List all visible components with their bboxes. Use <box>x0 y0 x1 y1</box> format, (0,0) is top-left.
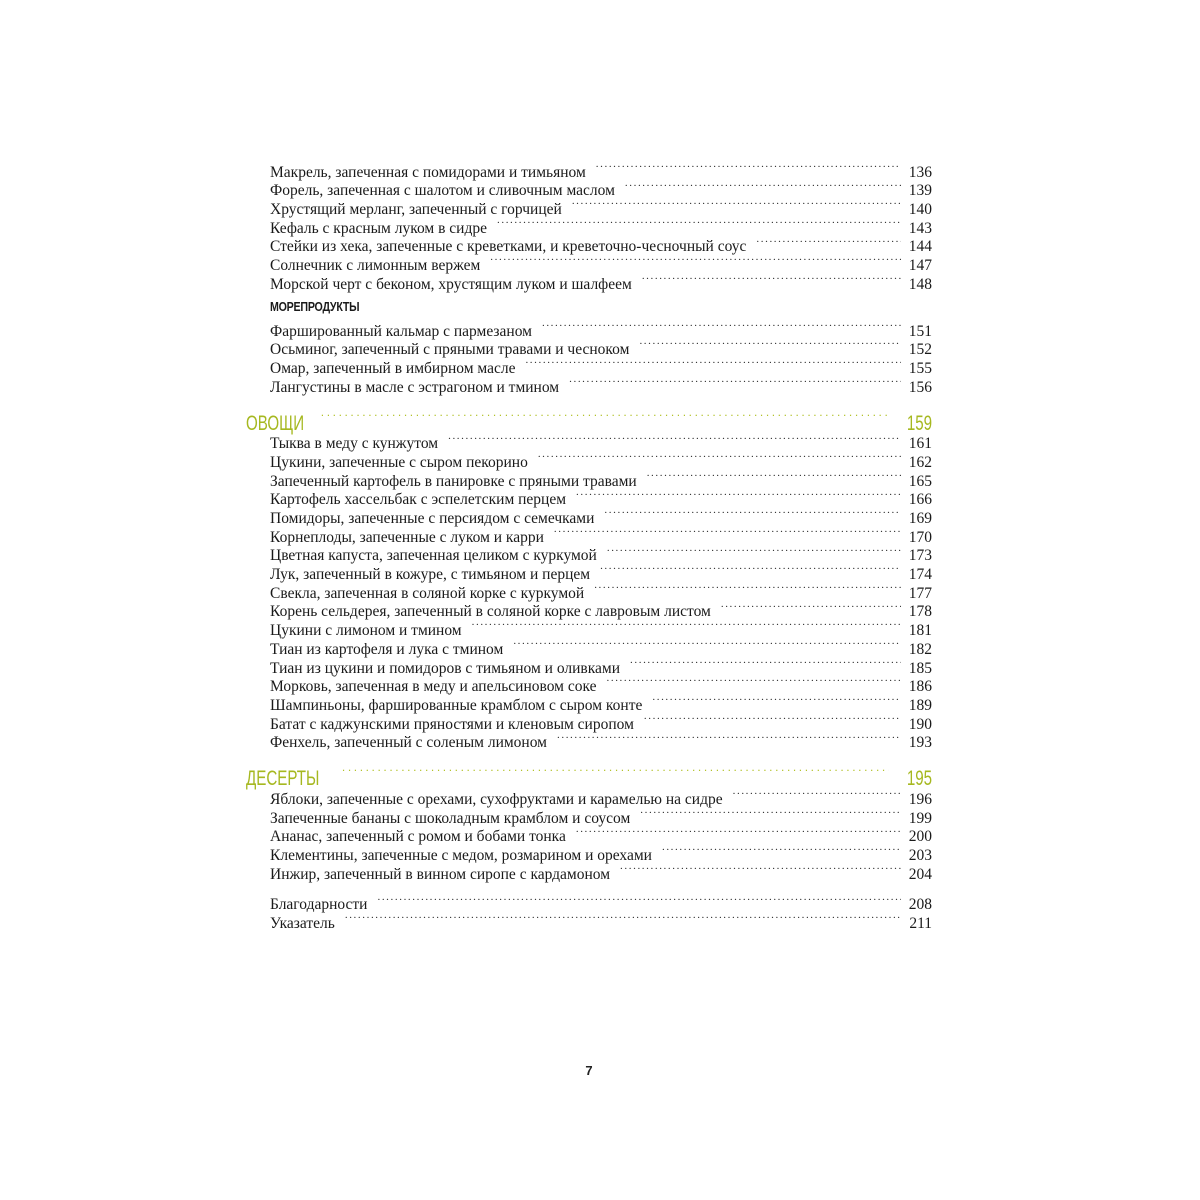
entry-title: Указатель <box>270 915 335 933</box>
entry-page: 136 <box>908 163 932 181</box>
dot-leader <box>525 354 900 373</box>
entry-page: 151 <box>908 322 932 340</box>
table-of-contents <box>246 158 932 933</box>
dot-leader <box>345 909 901 928</box>
section-desserts <box>246 759 932 791</box>
toc-entry <box>270 785 932 808</box>
entry-title: Фенхель, запеченный с соленым лимоном <box>270 734 547 752</box>
entry-title: Ананас, запеченный с ромом и бобами тонка <box>270 828 566 846</box>
entry-title: Лангустины в масле с эстрагоном и тмином <box>270 378 560 396</box>
dot-leader <box>594 579 901 598</box>
entry-page: 181 <box>908 622 932 640</box>
dot-leader <box>576 823 901 842</box>
entry-title: Запеченный картофель в панировке с пряными травами <box>270 472 637 490</box>
dot-leader <box>576 486 901 505</box>
entry-page: 178 <box>908 603 932 621</box>
entry-page: 182 <box>908 640 932 658</box>
dot-leader <box>472 616 901 635</box>
entry-title: Осьминог, запеченный с пряными травами и чесноком <box>270 341 630 359</box>
page-number: 7 <box>585 1063 593 1078</box>
toc-entry <box>270 891 932 914</box>
entry-title: Тыква в меду с кунжутом <box>270 435 439 453</box>
entry-title: Хрустящий мерланг, запеченный с горчицей <box>270 201 562 219</box>
entry-page: 166 <box>908 491 932 509</box>
entry-page: 204 <box>908 865 932 883</box>
seafood-heading: МОРЕПРОДУКТЫ <box>270 298 360 314</box>
entry-page: 139 <box>908 182 932 200</box>
entry-page: 152 <box>908 341 932 359</box>
dot-leader <box>557 729 901 748</box>
toc-entry <box>270 158 932 181</box>
entry-title: Морской черт с беконом, хрустящим луком и шалфеем <box>270 275 632 293</box>
entry-title: Омар, запеченный в имбирном масле <box>270 359 516 377</box>
dot-leader <box>596 158 901 177</box>
dot-leader <box>342 759 889 785</box>
entry-title: Морковь, запеченная в меду и апельсиновом соке <box>270 678 597 696</box>
dot-leader <box>640 804 900 823</box>
dot-leader <box>733 785 901 804</box>
entry-page: 156 <box>908 378 932 396</box>
entry-page: 186 <box>908 678 932 696</box>
entry-page: 177 <box>908 584 932 602</box>
dot-leader <box>554 523 901 542</box>
entry-page: 196 <box>908 790 932 808</box>
dot-leader <box>625 177 901 196</box>
entry-title: Яблоки, запеченные с орехами, сухофруктами и карамелью на сидре <box>270 790 723 808</box>
entry-title: Запеченные бананы с шоколадным крамблом и соусом <box>270 809 631 827</box>
toc-entry <box>270 909 932 933</box>
entry-page: 203 <box>908 847 932 864</box>
entry-title: Корнеплоды, запеченные с луком и карри <box>270 528 544 546</box>
dot-leader <box>662 841 901 860</box>
entry-page: 211 <box>909 915 932 933</box>
dot-leader <box>607 673 901 692</box>
entry-title: Свекла, запеченная в соляной корке с куркумой <box>270 584 585 602</box>
section-vegetables <box>246 404 932 435</box>
entry-title: Благодарности <box>270 896 368 914</box>
dot-leader <box>600 560 901 579</box>
entry-title: Форель, запеченная с шалотом и сливочным маслом <box>270 182 615 200</box>
section-title: ОВОЩИ <box>246 411 305 435</box>
dot-leader <box>647 467 901 486</box>
entry-page: 170 <box>908 528 932 546</box>
toc-entry <box>270 430 932 453</box>
entry-title: Батат с каджунскими пряностями и кленовым сиропом <box>270 715 634 733</box>
entry-page: 174 <box>908 566 932 584</box>
dot-leader <box>756 233 900 252</box>
entry-title: Кефаль с красным луком в сидре <box>270 219 487 237</box>
dot-leader <box>644 710 901 729</box>
dot-leader <box>448 430 901 449</box>
entry-page: 143 <box>908 219 932 237</box>
entry-title: Шампиньоны, фаршированные крамблом с сыром конте <box>270 696 643 714</box>
dot-leader <box>572 195 901 214</box>
dot-leader <box>497 214 901 233</box>
entry-title: Стейки из хека, запеченные с креветками, и креветочно-чесночный соус <box>270 238 747 256</box>
entry-title: Цветная капуста, запеченная целиком с куркумой <box>270 547 597 565</box>
dot-leader <box>569 373 901 392</box>
entry-page: 147 <box>908 257 932 275</box>
entry-page: 148 <box>908 275 932 293</box>
entry-title: Корень сельдерея, запеченный в соляной корке с лавровым листом <box>270 603 711 621</box>
dot-leader <box>639 336 900 355</box>
dot-leader <box>652 691 900 710</box>
vegetables-entry-list <box>270 430 932 752</box>
entry-title: Лук, запеченный в кожуре, с тимьяном и перцем <box>270 566 591 584</box>
entry-page: 200 <box>908 828 932 846</box>
entry-page: 165 <box>908 472 932 490</box>
entry-page: 193 <box>908 734 932 752</box>
entry-page: 155 <box>908 359 932 377</box>
seafood-entry-list <box>270 317 932 396</box>
entry-title: Макрель, запеченная с помидорами и тимьяном <box>270 163 586 181</box>
toc-entry <box>270 317 932 340</box>
dot-leader <box>620 860 901 879</box>
dot-leader <box>538 448 901 467</box>
entry-page: 144 <box>908 238 932 256</box>
entry-page: 190 <box>908 715 932 733</box>
dot-leader <box>604 504 900 523</box>
dot-leader <box>642 270 901 289</box>
entry-title: Фаршированный кальмар с пармезаном <box>270 322 532 340</box>
entry-title: Цукини, запеченные с сыром пекорино <box>270 453 528 471</box>
entry-page: 208 <box>908 896 932 914</box>
entry-title: Инжир, запеченный в винном сиропе с кардамоном <box>270 865 611 883</box>
entry-title: Картофель хассельбак с эспелетским перцем <box>270 491 567 509</box>
entry-page: 185 <box>908 659 932 677</box>
dot-leader <box>321 404 889 430</box>
desserts-entry-list <box>270 785 932 883</box>
dot-leader <box>630 654 901 673</box>
entry-title: Тиан из картофеля и лука с тмином <box>270 640 504 658</box>
section-title: ДЕСЕРТЫ <box>246 767 320 791</box>
entry-title: Тиан из цукини и помидоров с тимьяном и оливками <box>270 659 621 677</box>
section-page: 195 <box>906 767 932 791</box>
entry-page: 199 <box>908 809 932 827</box>
dot-leader <box>607 542 901 561</box>
entry-page: 189 <box>908 696 932 714</box>
entry-title: Клементины, запеченные с медом, розмарином и орехами <box>270 847 652 864</box>
dot-leader <box>542 317 901 336</box>
dot-leader <box>377 891 900 910</box>
fish-entry-list <box>270 158 932 293</box>
entry-title: Помидоры, запеченные с персиядом с семечками <box>270 510 595 527</box>
entry-title: Солнечник с лимонным вержем <box>270 257 481 275</box>
entry-page: 140 <box>908 201 932 219</box>
section-page: 159 <box>906 411 932 435</box>
entry-page: 173 <box>908 547 932 565</box>
dot-leader <box>513 635 900 654</box>
entry-page: 169 <box>908 510 932 527</box>
entry-page: 162 <box>908 453 932 471</box>
entry-page: 161 <box>908 435 932 453</box>
dot-leader <box>721 598 901 617</box>
dot-leader <box>490 251 900 270</box>
entry-title: Цукини с лимоном и тмином <box>270 622 462 640</box>
back-matter-list <box>270 891 932 933</box>
